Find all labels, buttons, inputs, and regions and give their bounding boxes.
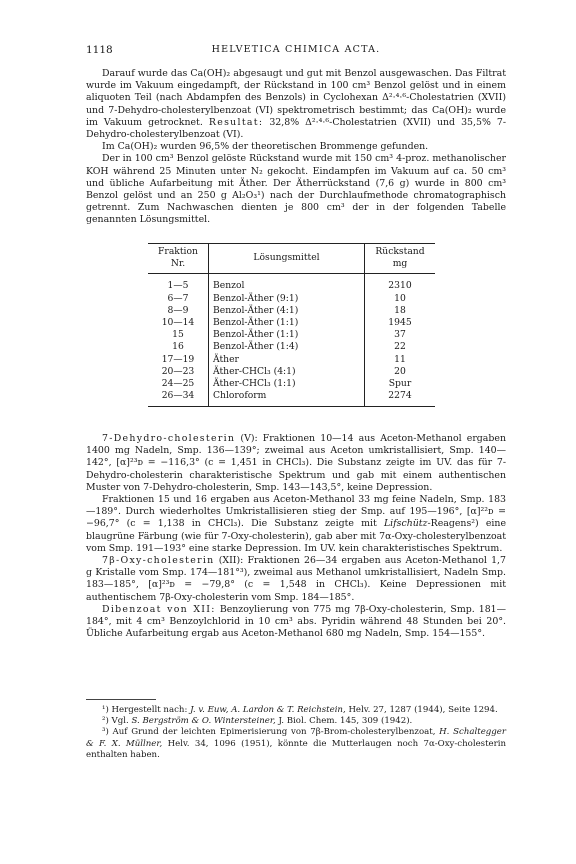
cell-rueckstand: 37 <box>365 329 436 341</box>
table-row <box>148 341 435 353</box>
footnote-3-ref: Helv. 34, 1096 (1951), könnte die Mutterlaugen noch 7α-Oxy-cholesterin enthalten haben. <box>86 738 506 760</box>
table-row <box>148 305 435 317</box>
intro-paragraph-1 <box>86 68 506 141</box>
table-body <box>148 274 435 407</box>
cell-loesungsmittel: Benzol-Äther (1:4) <box>213 341 299 353</box>
section-text-1: (V): Fraktionen 10—14 aus Aceton-Methanol ergaben 1400 mg Nadeln, Smp. 136—139°; zweimal aus Aceton umkristallisiert, Smp. 140—142°, [α]²³ᴅ = −116,3° (c = 1,451 in CHCl₃). Die Substanz zeigte im UV. das für 7-Dehydro-cholesterin charakteristische Spektrum und gab mit einem authentischen Muster von 7-Dehydro-cholesterin, Smp. 143—143,5°, keine Depression. <box>86 433 506 493</box>
section-text-3: (XII): Fraktionen 26—34 ergaben aus Aceton-Methanol 1,7 g Kristalle vom Smp. 174—181°³), zweimal aus Methanol umkristallisiert, Nadeln Smp. 183—185°, [α]²³ᴅ = −79,8° (c = 1,548 in CHCl₃). Keine Depressionen mit authentischem 7β-Oxy-cholesterin vom Smp. 184—185°. <box>86 555 506 603</box>
header-rueckstand-line1: Rückstand <box>375 246 425 257</box>
table-row <box>148 293 435 305</box>
section-text-2a: Fraktionen 15 und 16 ergaben aus Aceton-Methanol 33 mg feine Nadeln, Smp. 183—189°. Durch wiederholtes Umkristallisieren stieg der Smp. auf 195—196°, [α]²²ᴅ = −96,7° (c = 1,138 in CHCl₃). Die Substanz zeigte mit <box>86 494 506 530</box>
header-fraktion <box>148 244 209 274</box>
cell-fraktion: 6—7 <box>148 293 209 305</box>
fraction-table <box>148 243 435 407</box>
cell-loesungsmittel: Benzol-Äther (1:1) <box>213 317 299 329</box>
cell-rueckstand: 11 <box>365 354 436 366</box>
table-row <box>148 329 435 341</box>
table-row <box>148 378 435 390</box>
footnote-1-authors: J. v. Euw, A. Lardon & T. Reichstein, <box>190 705 346 715</box>
footnote-1-text: ¹) Hergestellt nach: <box>102 705 188 715</box>
result-label: Resultat: <box>208 116 264 128</box>
cell-loesungsmittel: Chloroform <box>209 390 365 407</box>
table-row <box>148 390 435 407</box>
cell-fraktion: 26—34 <box>148 390 209 407</box>
section-7-dehydro-cholesterin <box>86 433 506 494</box>
header-fraktion-line2: Nr. <box>170 258 186 270</box>
cell-rueckstand: 18 <box>365 305 436 317</box>
footnote-3-authors: H. Schaltegger & F. X. Müllner, <box>86 727 506 749</box>
cell-loesungsmittel: Äther-CHCl₃ (1:1) <box>213 378 296 390</box>
cell-rueckstand: Spur <box>365 378 436 390</box>
footnotes <box>86 705 506 761</box>
cell-loesungsmittel: Benzol-Äther (1:1) <box>213 329 299 341</box>
footnote-rule <box>86 699 156 700</box>
table-row <box>148 274 435 293</box>
table-row <box>148 366 435 378</box>
cell-fraktion: 17—19 <box>148 354 209 366</box>
cell-rueckstand: 2274 <box>365 390 436 407</box>
reagent-name: Lifschütz <box>383 518 428 530</box>
result-text: 32,8% Δ²·⁴·⁶-Cholestatrien (XVII) und 35,5% 7-Dehydro-cholesterylbenzoat (VI). <box>86 116 507 141</box>
table-row <box>148 354 435 366</box>
cell-fraktion: 1—5 <box>148 274 209 293</box>
cell-fraktion: 8—9 <box>148 305 209 317</box>
header-rueckstand <box>365 244 436 274</box>
cell-loesungsmittel: Äther <box>213 353 239 365</box>
intro-text <box>86 68 506 227</box>
footnote-3 <box>86 727 506 761</box>
journal-title: HELVETICA CHIMICA ACTA. <box>211 44 381 55</box>
cell-loesungsmittel: Äther-CHCl₃ (4:1) <box>213 365 296 377</box>
cell-rueckstand: 22 <box>365 341 436 353</box>
footnote-2-authors: S. Bergström & O. Wintersteiner, <box>131 716 276 727</box>
cell-fraktion: 15 <box>148 329 209 341</box>
results-text <box>86 433 506 640</box>
cell-loesungsmittel: Benzol-Äther (4:1) <box>213 304 299 316</box>
table-row <box>148 317 435 329</box>
running-header <box>86 44 506 58</box>
header-loesungsmittel: Lösungsmittel <box>209 244 365 274</box>
intro-p1-text: Darauf wurde das Ca(OH)₂ abgesaugt und gut mit Benzol ausgewaschen. Das Filtrat wurde im Vakuum eingedampft, der Rückstand in 100 cm³ Benzol gelöst und in einem aliquoten Teil (nach Abdampfen des Benzols) in Cyclohexan Δ²·⁴·⁶-Cholestatrien (XVII) und 7-Dehydro-cholesterylbenzoat (VI) spektrometrisch bestimmt; das Ca(OH)₂ wurde im Vakuum getrocknet. <box>86 68 506 128</box>
table-header-row <box>148 244 435 274</box>
cell-rueckstand: 10 <box>365 293 436 305</box>
cell-rueckstand: 20 <box>365 366 436 378</box>
section-dibenzoat <box>86 604 506 641</box>
footnote-2-text: ²) Vgl. <box>102 716 129 727</box>
intro-paragraph-2: Im Ca(OH)₂ wurden 96,5% der theoretischen Brommenge gefunden. <box>102 141 429 153</box>
cell-loesungsmittel: Benzol-Äther (9:1) <box>213 292 299 304</box>
section-title-1: 7-Dehydro-cholesterin <box>102 433 236 444</box>
page-number: 1118 <box>86 44 113 56</box>
header-rueckstand-line2: mg <box>392 258 408 270</box>
footnote-2 <box>86 716 506 727</box>
footnote-1 <box>86 705 506 716</box>
cell-loesungsmittel: Benzol <box>213 280 245 292</box>
footnote-1-ref: Helv. 27, 1287 (1944), Seite 1294. <box>348 705 498 715</box>
intro-paragraph-3: Der in 100 cm³ Benzol gelöste Rückstand wurde mit 150 cm³ 4-proz. methanolischer KOH während 25 Minuten unter N₂ gekocht. Eindampfen im Vakuum auf ca. 50 cm³ und übliche Aufarbeitung mit Äther. Der Ätherrückstand (7,6 g) wurde in 800 cm³ Benzol gelöst und an 250 g Al₂O₃¹) nach der Durchlaufmethode chromatographisch getrennt. Zum Nachwaschen dienten je 800 cm³ der in der folgenden Tabelle genannten Lösungsmittel. <box>86 153 506 226</box>
section-title-3: 7β-Oxy-cholesterin <box>102 555 215 567</box>
cell-fraktion: 10—14 <box>148 317 209 329</box>
section-7beta-oxy-cholesterin <box>86 555 506 604</box>
section-text-4: Benzoylierung von 775 mg 7β-Oxy-cholesterin, Smp. 181—184°, mit 4 cm³ Benzoylchlorid in 10 cm³ abs. Pyridin während 48 Stunden bei 20°. Übliche Aufarbeitung ergab aus Aceton-Methanol 680 mg Nadeln, Smp. 154—155°. <box>86 603 507 640</box>
footnote-2-ref: J. Biol. Chem. 145, 309 (1942). <box>278 716 413 727</box>
section-title-4: Dibenzoat von XII: <box>102 603 216 615</box>
cell-fraktion: 20—23 <box>148 366 209 378</box>
section-fraktionen-15-16 <box>86 494 506 555</box>
cell-rueckstand: 1945 <box>365 317 436 329</box>
section-text-2b: -Reagens²) eine blaugrüne Färbung (wie für 7-Oxy-cholesterin), gab aber mit 7α-Oxy-cholesterylbenzoat vom Smp. 191—193° eine starke Depression. Im UV. kein charakteristisches Spektrum. <box>86 518 506 554</box>
footnote-3-text: ³) Auf Grund der leichten Epimerisierung von 7β-Brom-cholesterylbenzoat, <box>102 727 436 738</box>
cell-fraktion: 24—25 <box>148 378 209 390</box>
cell-fraktion: 16 <box>148 341 209 353</box>
cell-rueckstand: 2310 <box>365 274 436 293</box>
header-fraktion-line1: Fraktion <box>158 246 198 257</box>
